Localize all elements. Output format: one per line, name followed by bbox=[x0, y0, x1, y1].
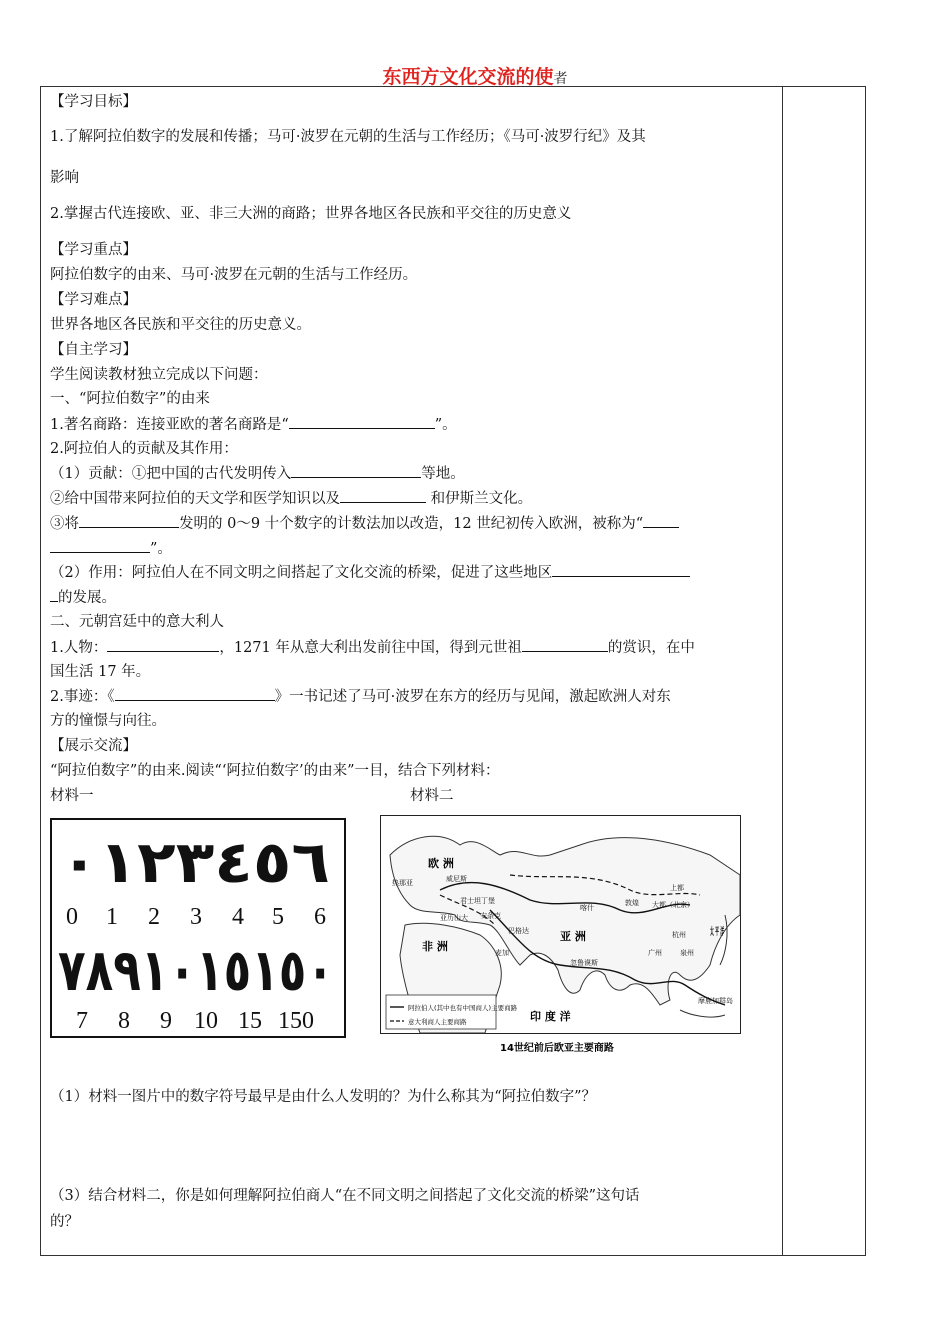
legend-item: 阿拉伯人(其中也有中国商人)主要商路 bbox=[408, 1004, 518, 1012]
question-1: 1.著名商路：连接亚欧的著名商路是“ ”。 bbox=[50, 412, 457, 437]
latin-digit: 3 bbox=[190, 904, 202, 930]
question-2-1: （1）贡献：①把中国的古代发明传入 等地。 bbox=[50, 461, 465, 486]
analysis-question-3: （3）结合材料二，你是如何理解阿拉伯商人“在不同文明之间搭起了文化交流的桥梁”这句话 bbox=[50, 1188, 640, 1204]
analysis-question-3-cont: 的？ bbox=[50, 1214, 79, 1230]
material-1-numerals-image bbox=[50, 818, 346, 1038]
part-1-heading: 一、“阿拉伯数字”的由来 bbox=[50, 391, 210, 407]
worksheet-frame bbox=[40, 86, 866, 1256]
goal-1: 1.了解阿拉伯数字的发展和传播；马可·波罗在元朝的生活与工作经历；《马可·波罗行纪》及其 bbox=[50, 129, 646, 145]
city-label: 上都 bbox=[670, 884, 684, 892]
answer-blank[interactable] bbox=[340, 486, 426, 503]
legend-item: 意大利商人主要商路 bbox=[408, 1018, 467, 1026]
key-text: 阿拉伯数字的由来、马可·波罗在元朝的生活与工作经历。 bbox=[50, 267, 418, 283]
material-2-trade-route-map bbox=[380, 815, 742, 1055]
city-label: 亚历山大 bbox=[440, 914, 468, 922]
latin-digit: 6 bbox=[314, 904, 326, 930]
latin-digit: 4 bbox=[232, 904, 244, 930]
answer-blank[interactable] bbox=[643, 511, 679, 528]
side-column-divider bbox=[782, 86, 783, 1256]
question-2-2: ②给中国带来阿拉伯的天文学和医学知识以及 和伊斯兰文化。 bbox=[50, 486, 532, 511]
answer-blank[interactable] bbox=[522, 635, 608, 652]
label-indian-ocean: 印 度 洋 bbox=[530, 1010, 571, 1023]
city-label: 君士坦丁堡 bbox=[460, 897, 495, 905]
goal-1-cont: 影响 bbox=[50, 170, 79, 186]
label-asia: 亚 洲 bbox=[560, 930, 586, 943]
show-heading: 【展示交流】 bbox=[50, 738, 137, 754]
answer-blank[interactable] bbox=[50, 585, 58, 602]
latin-digit: 1 bbox=[106, 904, 118, 930]
latin-digit: 150 bbox=[278, 1008, 314, 1034]
answer-blank[interactable] bbox=[289, 412, 435, 429]
city-label: 麦加 bbox=[495, 949, 509, 957]
answer-blank[interactable] bbox=[291, 461, 421, 478]
city-label: 大都（北京） bbox=[652, 901, 694, 909]
answer-blank[interactable] bbox=[79, 511, 179, 528]
city-label: 安条克 bbox=[480, 912, 501, 920]
part-2-q1-cont: 国生活 17 年。 bbox=[50, 664, 151, 680]
map-caption: 14世纪前后欧亚主要商路 bbox=[500, 1043, 614, 1054]
page-title: 东西方文化交流的使者 bbox=[382, 66, 568, 88]
material-1-label: 材料一 bbox=[50, 788, 94, 804]
question-2-4-cont: 的发展。 bbox=[50, 585, 116, 610]
city-label: 喀什 bbox=[580, 904, 594, 912]
city-label: 敦煌 bbox=[625, 899, 639, 907]
goal-heading: 【学习目标】 bbox=[50, 94, 137, 110]
latin-digit: 8 bbox=[118, 1008, 130, 1034]
latin-digit: 15 bbox=[238, 1008, 262, 1034]
show-intro: “阿拉伯数字”的由来.阅读“‘阿拉伯数字’的由来”一目，结合下列材料： bbox=[50, 763, 500, 779]
city-label: 广州 bbox=[648, 949, 662, 957]
answer-blank[interactable] bbox=[115, 684, 275, 701]
latin-digit: 10 bbox=[194, 1008, 218, 1034]
analysis-question-1: （1）材料一图片中的数字符号最早是由什么人发明的？为什么称其为“阿拉伯数字”？ bbox=[50, 1089, 597, 1105]
answer-blank[interactable] bbox=[107, 635, 219, 652]
latin-digit: 2 bbox=[148, 904, 160, 930]
goal-2: 2.掌握古代连接欧、亚、非三大洲的商路；世界各地区各民族和平交往的历史意义 bbox=[50, 206, 572, 222]
latin-digit: 7 bbox=[76, 1008, 88, 1034]
part-2-heading: 二、元朝宫廷中的意大利人 bbox=[50, 614, 224, 630]
part-2-q1: 1.人物： ，1271 年从意大利出发前往中国，得到元世祖 的赏识，在中 bbox=[50, 635, 695, 660]
label-pacific bbox=[710, 925, 724, 938]
arabic-numerals-row-1: ٠١٢٣٤٥٦ bbox=[60, 828, 330, 896]
label-africa: 非 洲 bbox=[422, 940, 448, 953]
key-heading: 【学习重点】 bbox=[50, 242, 137, 258]
part-2-q2-cont: 方的憧憬与向往。 bbox=[50, 713, 166, 729]
latin-digit: 5 bbox=[272, 904, 284, 930]
self-study-intro: 学生阅读教材独立完成以下问题： bbox=[50, 367, 268, 383]
question-2: 2.阿拉伯人的贡献及其作用： bbox=[50, 441, 238, 457]
city-label: 泉州 bbox=[680, 949, 694, 957]
question-2-3-cont: ”。 bbox=[50, 536, 172, 561]
answer-blank[interactable] bbox=[50, 536, 150, 553]
answer-blank[interactable] bbox=[552, 560, 690, 577]
latin-digit: 0 bbox=[66, 904, 78, 930]
arabic-numerals-row-2: ٧٨٩١٠١٥١٥٠ bbox=[58, 936, 334, 1004]
city-label: 杭州 bbox=[672, 931, 686, 939]
self-study-heading: 【自主学习】 bbox=[50, 342, 137, 358]
question-2-4: （2）作用：阿拉伯人在不同文明之间搭起了文化交流的桥梁，促进了这些地区 bbox=[50, 560, 690, 585]
city-label: 巴格达 bbox=[508, 927, 529, 935]
latin-digit: 9 bbox=[160, 1008, 172, 1034]
city-label: 忽鲁谟斯 bbox=[570, 959, 598, 967]
part-2-q2: 2.事迹：《 》一书记述了马可·波罗在东方的经历与见闻，激起欧洲人对东 bbox=[50, 684, 671, 709]
city-label: 热那亚 bbox=[392, 879, 413, 887]
city-label: 威尼斯 bbox=[446, 875, 467, 883]
label-europe: 欧 洲 bbox=[428, 857, 454, 870]
difficulty-heading: 【学习难点】 bbox=[50, 292, 137, 308]
material-2-label: 材料二 bbox=[410, 788, 454, 804]
difficulty-text: 世界各地区各民族和平交往的历史意义。 bbox=[50, 317, 311, 333]
city-label: 摩鹿加群岛 bbox=[698, 997, 733, 1005]
question-2-3: ③将 发明的 0～9 十个数字的计数法加以改造，12 世纪初传入欧洲，被称为“ bbox=[50, 511, 679, 536]
